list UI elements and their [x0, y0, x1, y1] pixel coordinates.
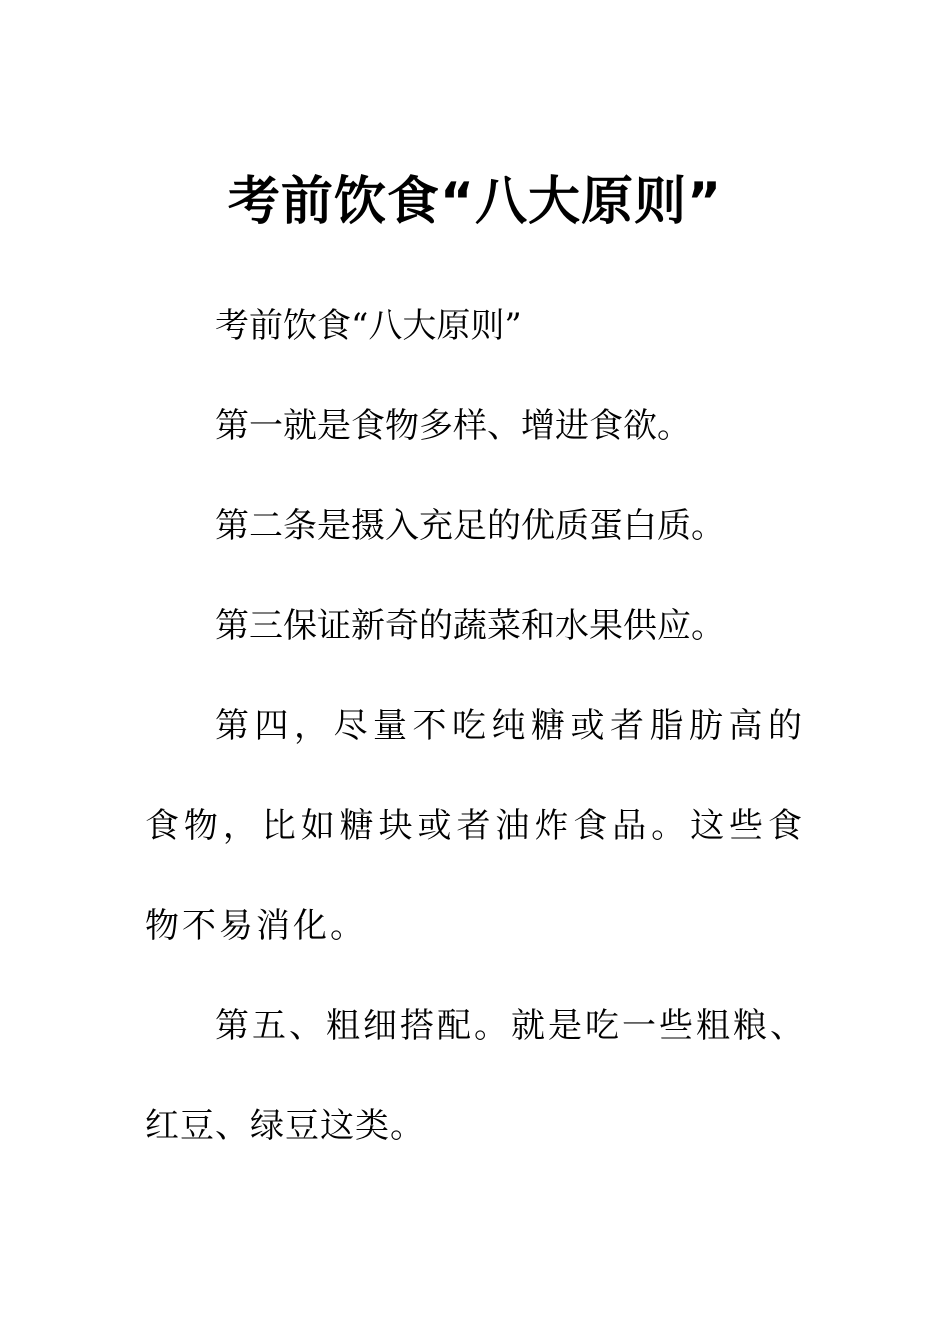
- document-title: 考前饮食“八大原则”: [227, 171, 723, 232]
- paragraph-rule-5: 第五、粗细搭配。就是吃一些粗粮、红豆、绿豆这类。: [145, 1006, 805, 1146]
- paragraph-rule-1: 第一就是食物多样、增进食欲。: [215, 406, 691, 446]
- paragraph-intro: 考前饮食“八大原则”: [215, 306, 522, 346]
- paragraph-rule-3: 第三保证新奇的蔬菜和水果供应。: [215, 606, 725, 646]
- paragraph-rule-4: 第四，尽量不吃纯糖或者脂肪高的食物，比如糖块或者油炸食品。这些食物不易消化。: [145, 706, 805, 946]
- paragraph-rule-2: 第二条是摄入充足的优质蛋白质。: [215, 506, 725, 546]
